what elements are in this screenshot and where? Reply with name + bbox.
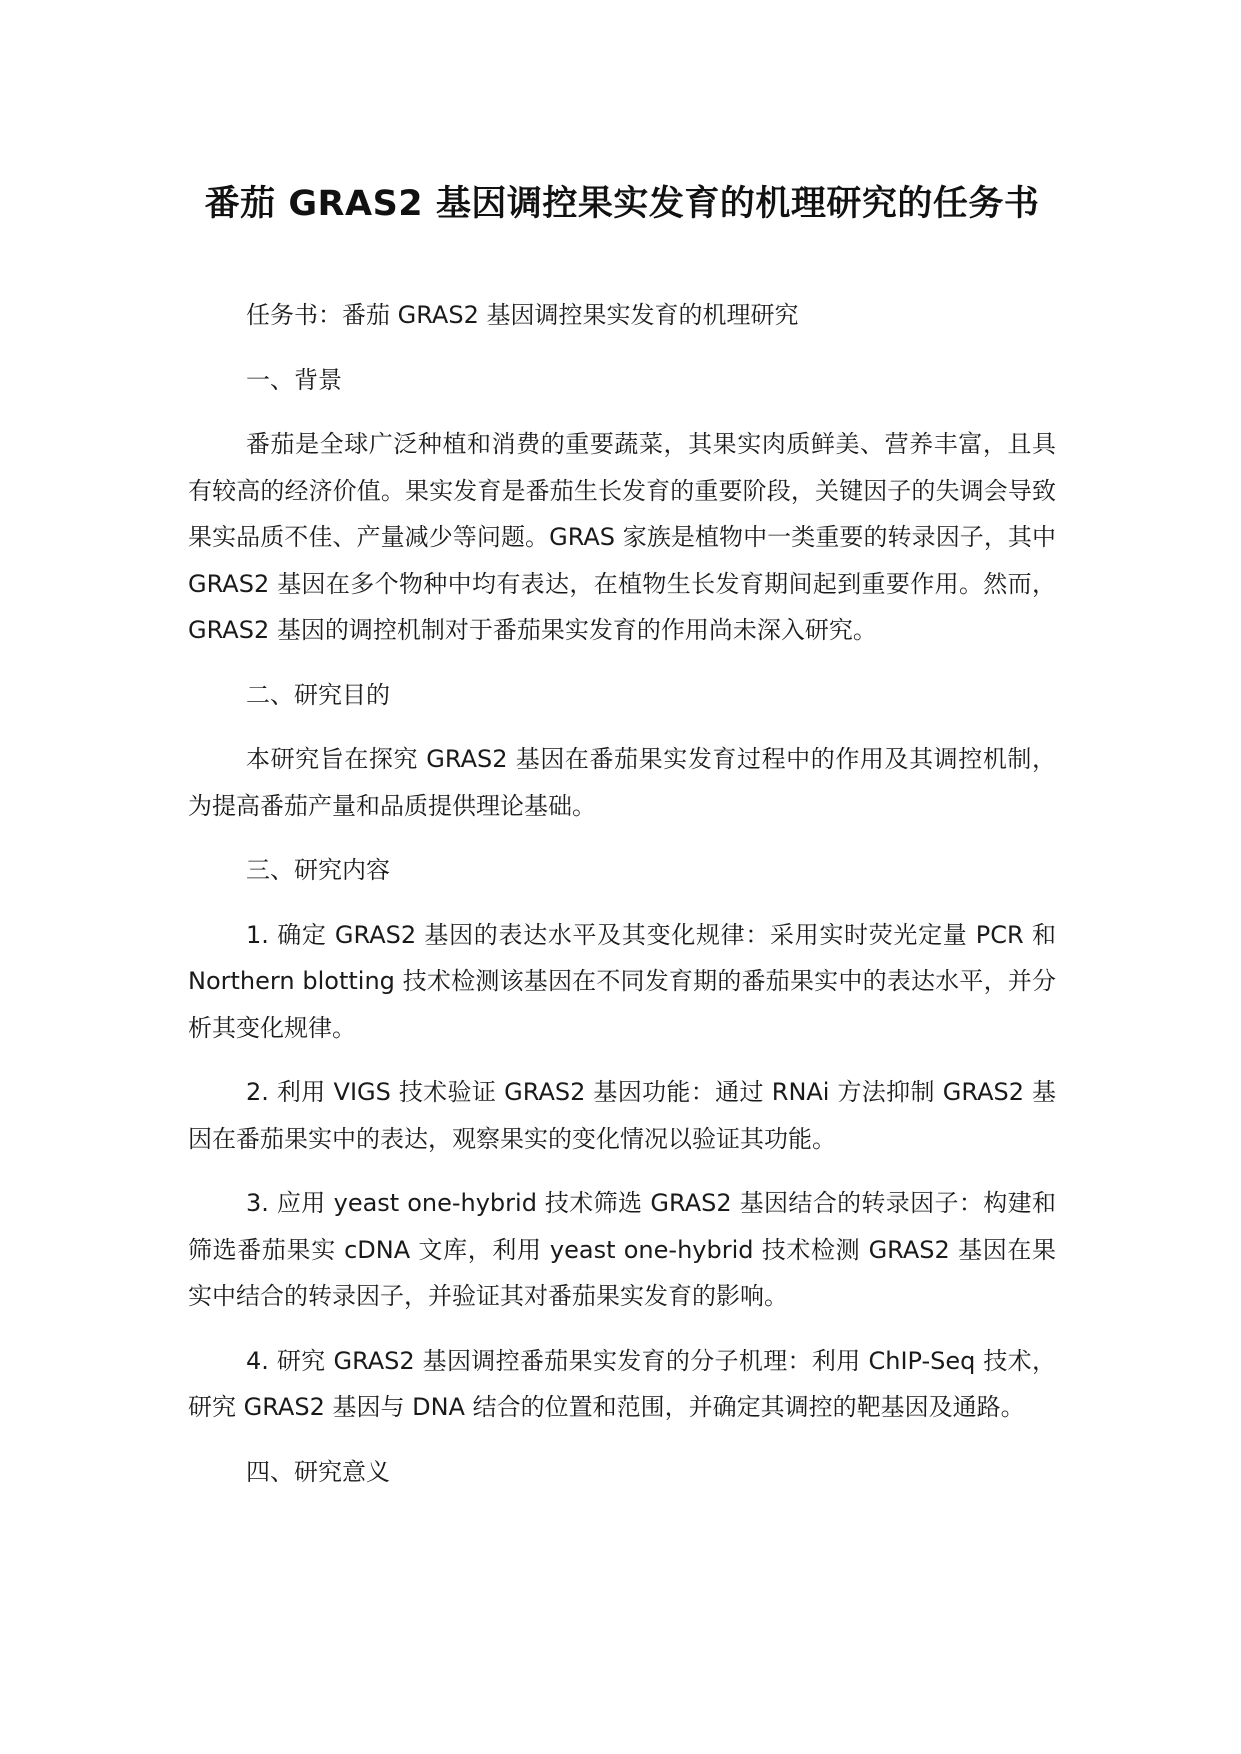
section-heading-content: 三、研究内容	[246, 856, 390, 884]
section-heading-background: 一、背景	[246, 365, 342, 394]
document-body	[188, 292, 1056, 1513]
content-item-1: 1. 确定 GRAS2 基因的表达水平及其变化规律：采用实时荧光定量 PCR 和 Northern blotting 技术检测该基因在不同发育期的番茄果实中的表达水平，并分析其变化规律。	[188, 920, 1056, 1042]
content-item-3: 3. 应用 yeast one-hybrid 技术筛选 GRAS2 基因结合的转录因子：构建和筛选番茄果实 cDNA 文库，利用 yeast one-hybrid 技术检测 GRAS2 基因在果实中结合的转录因子，并验证其对番茄果实发育的影响。	[188, 1189, 1056, 1310]
section-heading-purpose: 二、研究目的	[246, 680, 390, 709]
task-heading-paragraph: 任务书：番茄 GRAS2 基因调控果实发育的机理研究	[246, 301, 799, 329]
document-title: 番茄 GRAS2 基因调控果实发育的机理研究的任务书	[204, 184, 1040, 224]
background-paragraph: 番茄是全球广泛种植和消费的重要蔬菜，其果实肉质鲜美、营养丰富，且具有较高的经济价值。果实发育是番茄生长发育的重要阶段，关键因子的失调会导致果实品质不佳、产量减少等问题。GRAS 家族是植物中一类重要的转录因子，其中 GRAS2 基因在多个物种中均有表达，在植物生长发育期间起到重要作用。然而，GRAS2 基因的调控机制对于番茄果实发育的作用尚未深入研究。	[188, 430, 1056, 644]
purpose-paragraph: 本研究旨在探究 GRAS2 基因在番茄果实发育过程中的作用及其调控机制，为提高番茄产量和品质提供理论基础。	[188, 745, 1056, 820]
content-item-4: 4. 研究 GRAS2 基因调控番茄果实发育的分子机理：利用 ChIP-Seq 技术，研究 GRAS2 基因与 DNA 结合的位置和范围，并确定其调控的靶基因及通路。	[188, 1346, 1056, 1421]
section-heading-significance: 四、研究意义	[246, 1457, 390, 1486]
content-item-2: 2. 利用 VIGS 技术验证 GRAS2 基因功能：通过 RNAi 方法抑制 GRAS2 基因在番茄果实中的表达，观察果实的变化情况以验证其功能。	[188, 1078, 1056, 1153]
